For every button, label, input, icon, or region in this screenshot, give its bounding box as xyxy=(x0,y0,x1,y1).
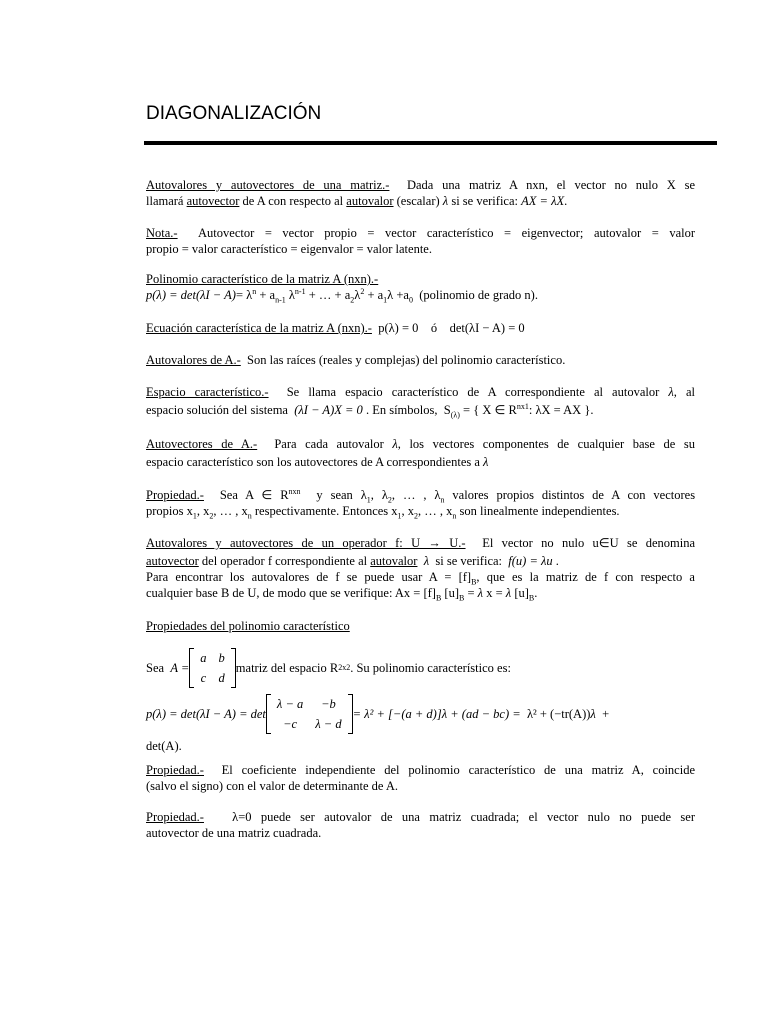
text: , λ xyxy=(370,488,388,502)
text: propio = valor característico = eigenvalor = valor latente. xyxy=(146,242,432,256)
matrix-cell: −c xyxy=(283,717,298,731)
text: (salvo el signo) con el valor de determinante de A. xyxy=(146,779,399,793)
equation: AX = λX xyxy=(521,194,565,208)
section-polinomio xyxy=(146,271,695,303)
text: . xyxy=(564,194,568,208)
lambda-symbol: λ xyxy=(483,455,489,469)
text: valores propios distintos de A con vectores xyxy=(452,488,696,502)
lambda-symbol: λ xyxy=(442,194,449,208)
section-heading: Autovectores de A.- xyxy=(146,437,258,451)
equation: f(u) = λu xyxy=(508,554,553,568)
text: , x xyxy=(401,504,415,518)
text: (escalar) xyxy=(396,194,440,208)
sub: 1 xyxy=(383,295,388,305)
sub: 2 xyxy=(350,295,355,305)
section-heading: Ecuación característica de la matriz A (nxn).- xyxy=(146,321,372,335)
sub: 2 xyxy=(414,511,419,521)
text: , … , x xyxy=(213,504,248,518)
matrix-cell: d xyxy=(218,671,225,685)
matrix-cell: λ − a xyxy=(276,697,304,711)
equation: (λI − A)X = 0 xyxy=(294,403,363,417)
text: si se verifica: xyxy=(451,194,518,208)
text: + a xyxy=(259,288,276,302)
text: Se llama espacio característico de A correspondiente al autovalor xyxy=(286,385,660,399)
title-rule xyxy=(144,141,717,145)
text: llamará xyxy=(146,194,184,208)
text: . En símbolos, xyxy=(365,403,438,417)
text: Sea xyxy=(146,661,165,675)
text: espacio característico son los autovectores de A correspondientes a xyxy=(146,455,480,469)
text: propios x xyxy=(146,504,193,518)
sub: 0 xyxy=(408,295,413,305)
text: Sea A ∈ R xyxy=(219,488,289,502)
lambda-symbol: λ xyxy=(423,554,430,568)
text: , al xyxy=(673,385,696,399)
sub: B xyxy=(435,593,442,603)
text: , … , λ xyxy=(391,488,441,502)
sub: B xyxy=(471,577,477,587)
section-nota xyxy=(146,225,695,257)
text: El vector no nulo u∈U se denomina xyxy=(482,536,696,550)
sub: n xyxy=(452,511,457,521)
sub: B xyxy=(528,593,535,603)
term-autovalor: autovalor xyxy=(370,554,418,568)
matrix-cell: −b xyxy=(321,697,336,711)
text: det(A). xyxy=(146,739,182,753)
sub: n xyxy=(247,511,252,521)
text: , los vectores componentes de cualquier base de su xyxy=(397,437,695,451)
exp: nx1 xyxy=(516,401,529,411)
equation: p(λ) = det(λI − A) xyxy=(146,288,236,302)
text: Para cada autovalor xyxy=(274,437,384,451)
text: = λ xyxy=(235,288,253,302)
text: Autovector = vector propio = vector característico = eigenvector; autovalor = valor xyxy=(198,226,696,240)
lambda-symbol: λ xyxy=(590,707,596,721)
text: (polinomio de grado n). xyxy=(419,288,538,302)
text: ó xyxy=(430,321,438,335)
section-propiedad-independencia xyxy=(146,487,695,519)
equation: λ² + (−tr(A)) xyxy=(526,707,591,721)
sub: (λ) xyxy=(450,410,460,420)
text: Son las raíces (reales y complejas) del polinomio característico. xyxy=(247,353,566,367)
text: . Su polinomio característico es: xyxy=(350,661,511,675)
term-autovector: autovector xyxy=(146,554,199,568)
text: de A con respecto al xyxy=(242,194,344,208)
sub: 1 xyxy=(366,495,371,505)
text: + xyxy=(602,707,610,721)
section-espacio xyxy=(146,384,695,418)
sub: 1 xyxy=(397,511,402,521)
page-title: DIAGONALIZACIÓN xyxy=(146,103,322,124)
section-heading: Propiedad.- xyxy=(146,488,204,502)
text: y sean λ xyxy=(316,488,367,502)
exp: 2 xyxy=(360,286,365,296)
matrix-a xyxy=(189,648,236,688)
text: = xyxy=(467,586,475,600)
text: , que es la matriz de f con respecto a xyxy=(476,570,695,584)
text: + … + a xyxy=(308,288,351,302)
section-heading: Polinomio característico de la matriz A (nxn).- xyxy=(146,272,379,286)
equation: p(λ) = 0 xyxy=(378,321,419,335)
term-autovalor: autovalor xyxy=(346,194,394,208)
section-propiedad-cero xyxy=(146,809,695,841)
matrix-cell: a xyxy=(200,651,207,665)
text: , … , x xyxy=(418,504,453,518)
section-autovalores-a xyxy=(146,352,695,368)
sub: n xyxy=(440,495,445,505)
text: son linealmente independientes. xyxy=(459,504,620,518)
equation: det(λI − A) = 0 xyxy=(449,321,525,335)
section-propiedad-coeficiente xyxy=(146,762,695,794)
text: del operador f correspondiente al xyxy=(201,554,368,568)
section-heading: Propiedad.- xyxy=(146,763,204,777)
equation: p(λ) = det(λI − A) = det xyxy=(146,707,266,721)
text: λ=0 puede ser autovalor de una matriz cuadrada; el vector nulo no puede ser xyxy=(232,810,695,824)
matrix-cell: b xyxy=(218,651,225,665)
equation: A = xyxy=(170,661,190,675)
section-heading: Autovalores y autovectores de una matriz.- xyxy=(146,178,390,192)
sub: 1 xyxy=(192,511,197,521)
matrix-lambda xyxy=(266,694,353,734)
text: Para encontrar los autovalores de f se puede usar A = [f] xyxy=(146,570,472,584)
sub: B xyxy=(459,593,465,603)
term-autovector: autovector xyxy=(186,194,240,208)
text: autovector de una matriz cuadrada. xyxy=(146,826,322,840)
section-autovalores xyxy=(146,177,695,209)
equation: = λ² + [−(a + d)]λ + (ad − bc) = xyxy=(352,707,521,721)
section-heading: Autovalores y autovectores de un operador f: U → U.- xyxy=(146,536,466,550)
sub: 2 xyxy=(209,511,214,521)
text: λ xyxy=(288,288,295,302)
matrix-cell: c xyxy=(200,671,207,685)
text: , x xyxy=(196,504,210,518)
text: . xyxy=(534,586,538,600)
exp: nxn xyxy=(288,486,301,496)
text: x = xyxy=(486,586,503,600)
section-heading: Propiedades del polinomio característico xyxy=(146,619,350,633)
text: Dada una matriz A nxn, el vector no nulo X se xyxy=(406,178,695,192)
lambda-symbol: λ xyxy=(477,586,484,600)
section-autovectores-a xyxy=(146,436,695,470)
text: matriz del espacio R xyxy=(235,661,339,675)
text: = { X ∈ R xyxy=(463,403,517,417)
lambda-symbol: λ xyxy=(392,437,398,451)
lambda-symbol: λ xyxy=(505,586,512,600)
text: [u] xyxy=(444,586,459,600)
text: [u] xyxy=(514,586,529,600)
text: cualquier base B de U, de modo que se verifique: Ax = [f] xyxy=(146,586,436,600)
text: respectivamente. Entonces x xyxy=(254,504,398,518)
text: λ xyxy=(354,288,361,302)
text: si se verifica: xyxy=(435,554,503,568)
lambda-symbol: λ xyxy=(668,385,674,399)
section-ecuacion xyxy=(146,320,695,336)
sub: 2 xyxy=(387,495,392,505)
text: S xyxy=(443,403,451,417)
sub: n-1 xyxy=(275,295,286,305)
section-heading: Nota.- xyxy=(146,226,178,240)
section-heading: Autovalores de A.- xyxy=(146,353,241,367)
text: El coeficiente independiente del polinomio característico de una matriz A, coincide xyxy=(221,763,695,777)
section-heading: Propiedad.- xyxy=(146,810,204,824)
text: : λX = AX }. xyxy=(528,403,594,417)
exp: n-1 xyxy=(294,286,306,296)
text: + a xyxy=(367,288,384,302)
section-heading: Espacio característico.- xyxy=(146,385,269,399)
text: . xyxy=(555,554,559,568)
text: espacio solución del sistema xyxy=(146,403,288,417)
section-operador xyxy=(146,535,695,601)
section-propiedades-polinomio: Propiedades del polinomio característico Sea A = a b c d matriz del espacio R 2x2 . Su polinomio característico es: p(λ) = det(λI − A) = det λ − a −b −c λ − d = λ² + [−(a + d)]λ + (ad − bc) = λ² + (−tr(A)) λ + det(A). xyxy=(146,618,695,754)
matrix-cell: λ − d xyxy=(315,717,342,731)
text: λ +a xyxy=(387,288,409,302)
exp: n xyxy=(252,286,257,296)
